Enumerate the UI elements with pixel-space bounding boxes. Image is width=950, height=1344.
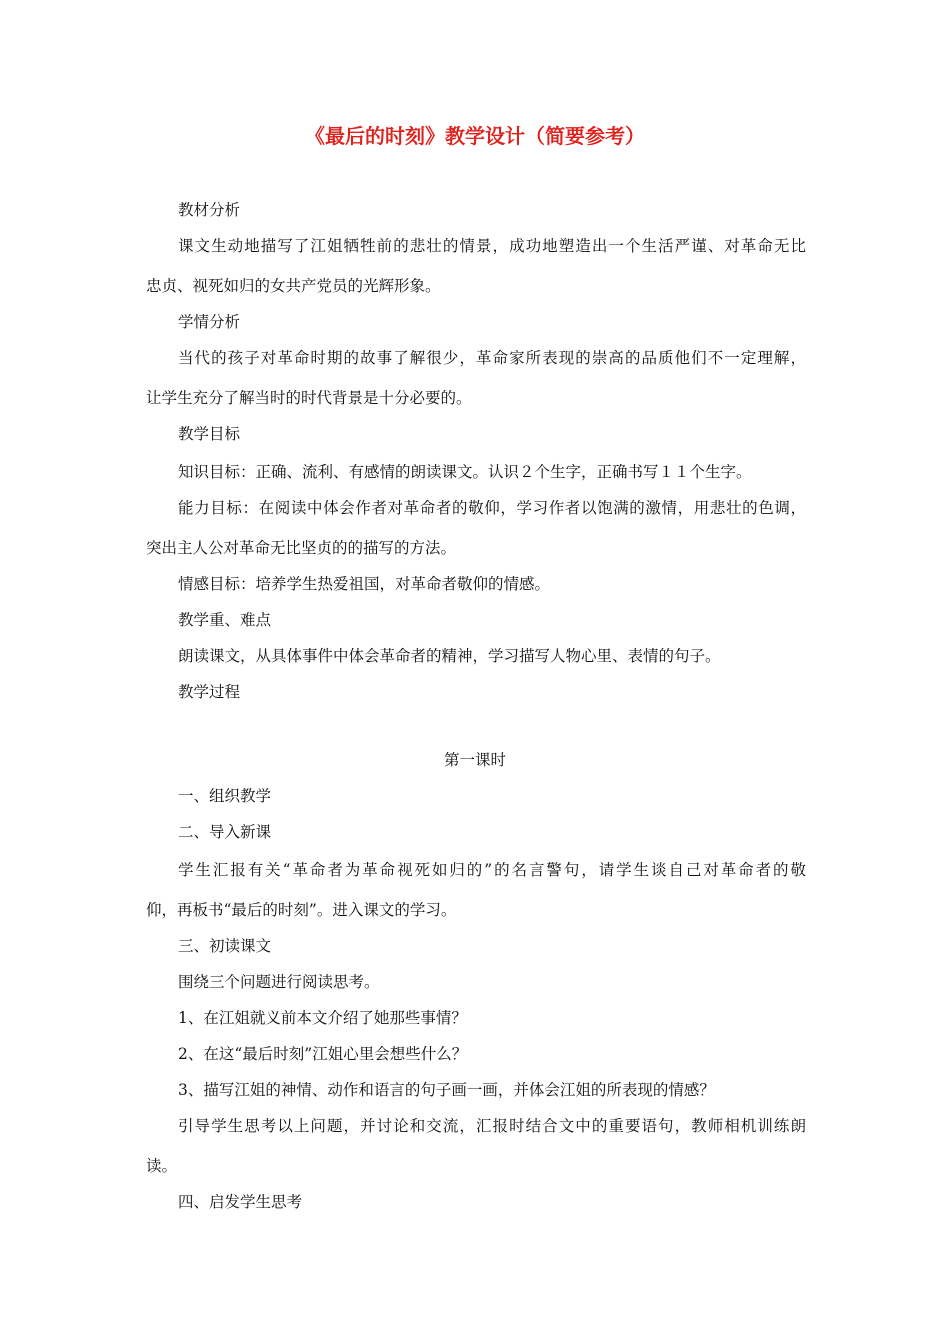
knowledge-goal: 知识目标：正确、流利、有感情的朗读课文。认识２个生字，正确书写１１个生字。	[178, 463, 752, 481]
guidance-text-line1: 引导学生思考以上问题，并讨论和交流，汇报时结合文中的重要语句，教师相机训练朗	[178, 1117, 806, 1135]
student-analysis-heading: 学情分析	[178, 313, 241, 331]
key-points-text: 朗读课文，从具体事件中体会革命者的精神，学习描写人物心里、表情的句子。	[178, 647, 721, 665]
ability-goal-line1: 能力目标：在阅读中体会作者对革命者的敬仰，学习作者以饱满的激情，用悲壮的色调，	[178, 499, 806, 517]
question-two: 2、在这“最后时刻”江姐心里会想些什么？	[178, 1045, 468, 1063]
teaching-process-heading: 教学过程	[178, 683, 241, 701]
material-analysis-text-line2: 忠贞、视死如归的女共产党员的光辉形象。	[146, 277, 441, 295]
document-title: 《最后的时刻》教学设计（简要参考）	[305, 124, 645, 148]
student-analysis-text-line1: 当代的孩子对革命时期的故事了解很少，革命家所表现的崇高的品质他们不一定理解，	[178, 349, 806, 367]
emotion-goal: 情感目标：培养学生热爱祖国，对革命者敬仰的情感。	[178, 575, 551, 593]
question-one: 1、在江姐就义前本文介绍了她那些事情？	[178, 1009, 467, 1027]
guidance-text-line2: 读。	[146, 1157, 178, 1175]
step-four: 四、启发学生思考	[178, 1193, 303, 1211]
key-points-heading: 教学重、难点	[178, 611, 272, 629]
material-analysis-heading: 教材分析	[178, 201, 241, 219]
step-two-text-line2: 仰，再板书“最后的时刻”。进入课文的学习。	[146, 901, 457, 919]
ability-goal-line2: 突出主人公对革命无比坚贞的的描写的方法。	[146, 539, 457, 557]
step-one: 一、组织教学	[178, 787, 272, 805]
lesson-one-heading: 第一课时	[443, 751, 506, 769]
step-three: 三、初读课文	[178, 937, 272, 955]
step-two: 二、导入新课	[178, 823, 272, 841]
material-analysis-text-line1: 课文生动地描写了江姐牺牲前的悲壮的情景，成功地塑造出一个生活严谨、对革命无比	[178, 237, 806, 255]
step-two-text-line1: 学生汇报有关“革命者为革命视死如归的”的名言警句，请学生谈自己对革命者的敬	[178, 861, 806, 879]
question-three: 3、描写江姐的神情、动作和语言的句子画一画，并体会江姐的所表现的情感？	[178, 1081, 715, 1099]
step-three-intro: 围绕三个问题进行阅读思考。	[178, 973, 380, 991]
teaching-goals-heading: 教学目标	[178, 425, 241, 443]
student-analysis-text-line2: 让学生充分了解当时的时代背景是十分必要的。	[146, 389, 472, 407]
